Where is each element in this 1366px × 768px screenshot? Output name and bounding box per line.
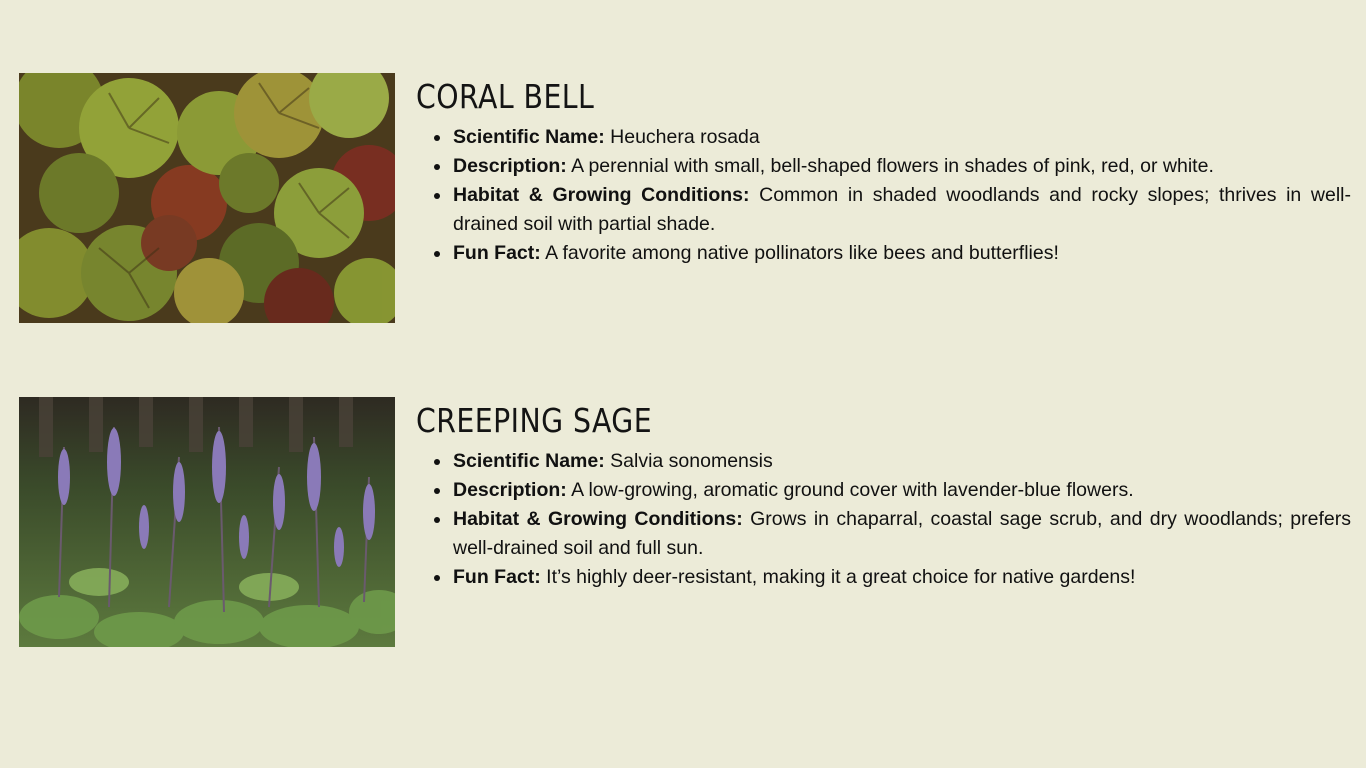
fact-label: Fun Fact:: [453, 242, 541, 264]
fact-text: Heuchera rosada: [604, 126, 760, 148]
plant-title: CREEPING SAGE: [416, 401, 653, 440]
fact-description: [452, 152, 1351, 181]
creeping-sage-photo: [19, 397, 395, 647]
fact-scientific-name: [452, 447, 1351, 476]
fact-fun-fact: [452, 239, 1351, 268]
fact-label: Fun Fact:: [453, 566, 541, 588]
fact-habitat: [452, 505, 1351, 563]
coral-bell-leaves-image: [19, 73, 395, 323]
plant-title: CORAL BELL: [416, 77, 595, 116]
fact-fun-fact: [452, 563, 1351, 592]
fact-text: Grows in chaparral, coastal sage scrub, and dry woodlands; prefers well-drained soil and full sun.: [453, 508, 1351, 559]
fact-text: Salvia sonomensis: [604, 450, 773, 472]
fact-description: [452, 476, 1351, 505]
coral-bell-info: [416, 73, 1351, 268]
fact-label: Scientific Name:: [453, 450, 605, 472]
fact-list: [416, 123, 1351, 268]
coral-bell-photo: [19, 73, 395, 323]
fact-list: [416, 447, 1351, 592]
fact-text: A low-growing, aromatic ground cover with lavender-blue flowers.: [566, 479, 1134, 501]
fact-label: Habitat & Growing Conditions:: [453, 184, 750, 206]
fact-label: Description:: [453, 155, 567, 177]
fact-habitat: [452, 181, 1351, 239]
fact-scientific-name: [452, 123, 1351, 152]
fact-label: Scientific Name:: [453, 126, 605, 148]
fact-text: A perennial with small, bell-shaped flowers in shades of pink, red, or white.: [566, 155, 1214, 177]
fact-label: Description:: [453, 479, 567, 501]
fact-text: It’s highly deer-resistant, making it a great choice for native gardens!: [540, 566, 1136, 588]
fact-text: Common in shaded woodlands and rocky slopes; thrives in well-drained soil with partial shade.: [453, 184, 1351, 235]
fact-text: A favorite among native pollinators like bees and butterflies!: [540, 242, 1059, 264]
creeping-sage-info: [416, 397, 1351, 592]
creeping-sage-flowers-image: [19, 397, 395, 647]
fact-label: Habitat & Growing Conditions:: [453, 508, 743, 530]
